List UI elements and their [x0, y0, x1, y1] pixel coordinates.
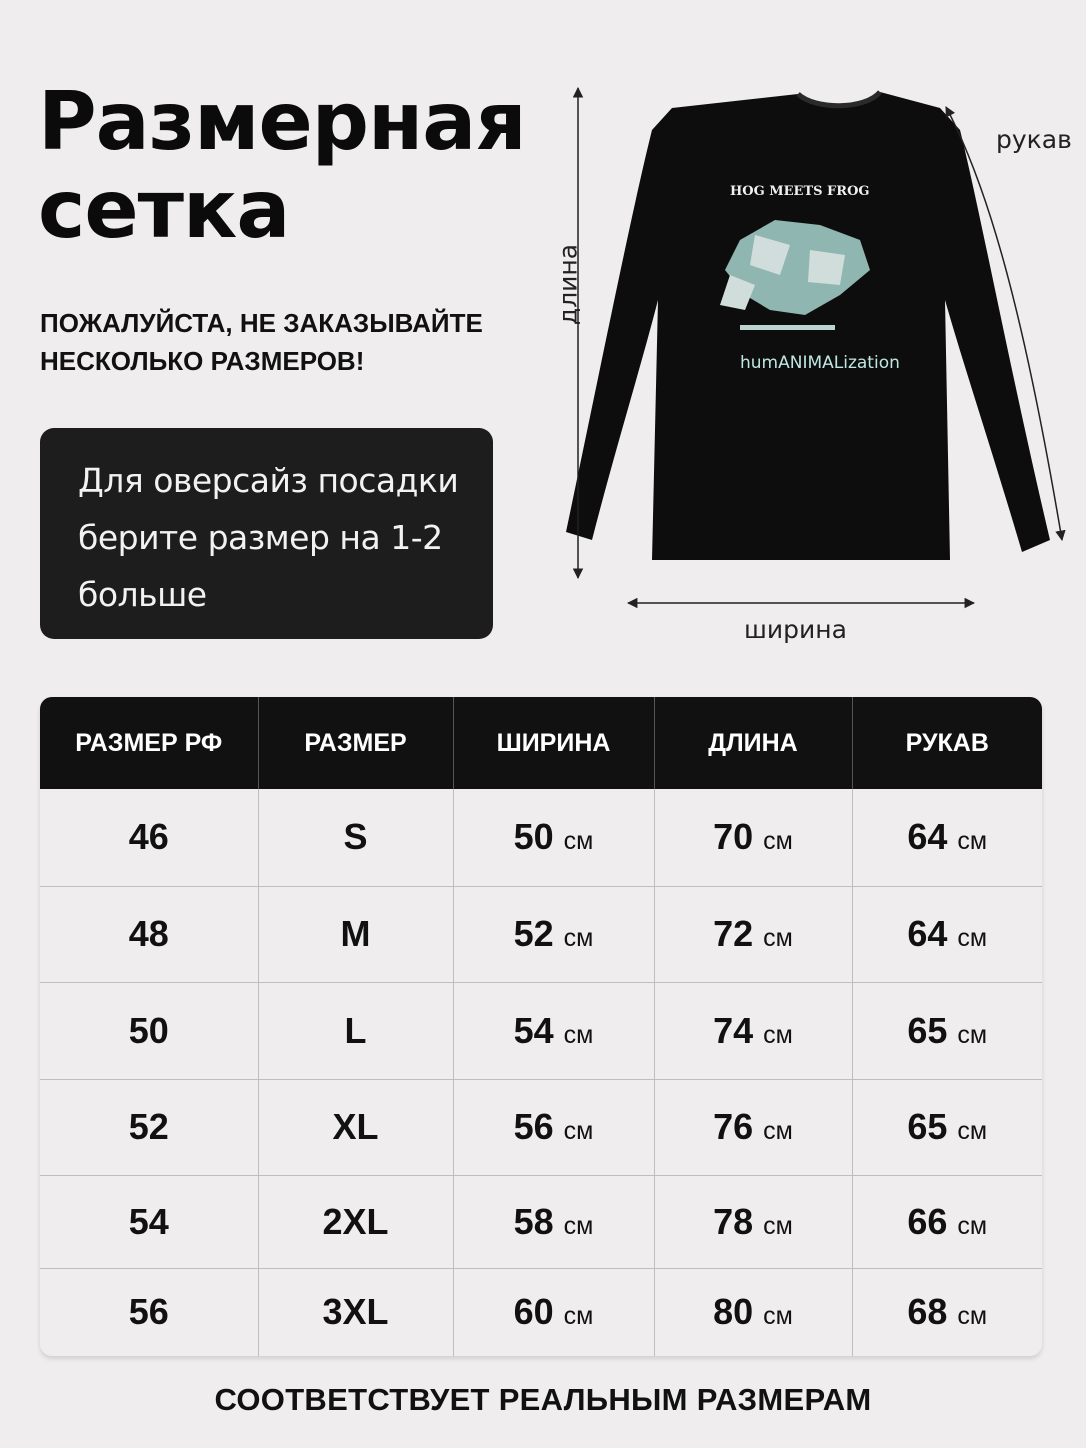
cell-length [654, 982, 852, 1079]
cell-sleeve [852, 982, 1042, 1079]
cell-length [654, 1079, 852, 1175]
cell-value: 54 [128, 1200, 169, 1242]
cell-sleeve [852, 1175, 1042, 1268]
cell-size [258, 1079, 453, 1175]
cell-ru-size [40, 982, 258, 1079]
cell-ru-size [40, 1079, 258, 1175]
table-row [40, 886, 1042, 982]
table-row [40, 1268, 1042, 1356]
cell-sleeve [852, 1079, 1042, 1175]
cell-ru-size [40, 1175, 258, 1268]
cell-value: 46 [128, 816, 169, 858]
cell-value: XL [332, 1106, 379, 1147]
width-label: ширина [744, 615, 847, 644]
cell-size [258, 982, 453, 1079]
print-caption: humANIMALization [740, 353, 900, 373]
cell-width [453, 1268, 654, 1356]
cell-value: 78 [713, 1200, 754, 1242]
cell-value: 60 [513, 1291, 554, 1333]
cell-unit: см [563, 1117, 594, 1145]
note-line-2: берите размер на 1-2 [78, 518, 443, 557]
warning-line-2: НЕСКОЛЬКО РАЗМЕРОВ! [40, 346, 365, 376]
cell-length [654, 1268, 852, 1356]
note-line-3: больше [78, 575, 207, 614]
print-logo: HOG MEETS FROG [730, 184, 870, 199]
cell-value: 70 [713, 816, 754, 858]
cell-unit: см [563, 1302, 594, 1331]
cell-length [654, 886, 852, 982]
cell-value: 54 [513, 1009, 554, 1051]
cell-value: 52 [513, 913, 554, 954]
cell-value: 58 [513, 1200, 554, 1242]
cell-size [258, 1175, 453, 1268]
cell-unit: см [763, 827, 793, 856]
page-title [38, 75, 526, 256]
cell-value: 72 [713, 913, 754, 954]
title-line-1: Размерная [38, 75, 526, 168]
cell-unit: см [563, 1211, 594, 1240]
header-length: ДЛИНА [654, 697, 852, 789]
cell-unit: см [763, 924, 793, 952]
cell-length [654, 1175, 852, 1268]
footer-note: СООТВЕТСТВУЕТ РЕАЛЬНЫМ РАЗМЕРАМ [214, 1382, 872, 1417]
cell-sleeve [852, 1268, 1042, 1356]
cell-ru-size [40, 886, 258, 982]
header-ru-size: РАЗМЕР РФ [40, 697, 258, 789]
cell-width [453, 1175, 654, 1268]
sleeve-label: рукав [996, 125, 1072, 154]
cell-unit: см [563, 924, 594, 952]
cell-unit: см [957, 1302, 988, 1331]
shirt-illustration [540, 70, 1086, 670]
cell-unit: см [763, 1211, 793, 1240]
cell-value: M [340, 913, 371, 954]
cell-value: 56 [128, 1291, 169, 1333]
cell-value: 64 [907, 913, 948, 954]
cell-length [654, 789, 852, 886]
size-table [40, 697, 1042, 1356]
cell-size [258, 886, 453, 982]
cell-value: 74 [713, 1009, 754, 1051]
cell-unit: см [957, 1020, 988, 1049]
header-size: РАЗМЕР [258, 697, 453, 789]
cell-unit: см [957, 1211, 988, 1240]
cell-size [258, 789, 453, 886]
cell-value: 2XL [322, 1200, 389, 1242]
table-header-row [40, 697, 1042, 789]
cell-value: 64 [907, 816, 948, 858]
cell-width [453, 1079, 654, 1175]
warning-text [40, 304, 540, 380]
title-line-2: сетка [38, 163, 290, 256]
cell-value: 65 [907, 1009, 948, 1051]
cell-size [258, 1268, 453, 1356]
cell-value: 68 [907, 1291, 948, 1333]
cell-value: 3XL [322, 1291, 389, 1333]
cell-width [453, 789, 654, 886]
cell-value: 50 [513, 816, 554, 858]
cell-width [453, 982, 654, 1079]
cell-unit: см [957, 1117, 988, 1145]
cell-sleeve [852, 886, 1042, 982]
cell-value: S [343, 816, 368, 858]
cell-value: 76 [713, 1106, 754, 1147]
cell-value: 52 [128, 1106, 169, 1147]
table-row [40, 1079, 1042, 1175]
cell-value: 48 [128, 913, 169, 954]
length-label: длина [553, 243, 583, 326]
cell-ru-size [40, 1268, 258, 1356]
shirt-diagram [540, 70, 1086, 670]
table-row [40, 982, 1042, 1079]
cell-width [453, 886, 654, 982]
table-row [40, 789, 1042, 886]
cell-value: L [344, 1009, 367, 1051]
cell-value: 50 [128, 1009, 169, 1051]
cell-unit: см [957, 924, 988, 952]
cell-sleeve [852, 789, 1042, 886]
cell-value: 65 [907, 1106, 948, 1147]
cell-value: 80 [713, 1291, 754, 1333]
cell-unit: см [563, 827, 594, 856]
cell-unit: см [763, 1117, 793, 1145]
cell-unit: см [763, 1302, 793, 1331]
header-sleeve: РУКАВ [852, 697, 1042, 789]
cell-value: 56 [513, 1106, 554, 1147]
table-row [40, 1175, 1042, 1268]
cell-unit: см [563, 1020, 594, 1049]
cell-ru-size [40, 789, 258, 886]
cell-value: 66 [907, 1200, 948, 1242]
note-line-1: Для оверсайз посадки [78, 461, 459, 500]
warning-line-1: ПОЖАЛУЙСТА, НЕ ЗАКАЗЫВАЙТЕ [40, 308, 483, 338]
header-width: ШИРИНА [453, 697, 654, 789]
cell-unit: см [957, 827, 988, 856]
cell-unit: см [763, 1020, 793, 1049]
oversize-note [40, 428, 493, 639]
